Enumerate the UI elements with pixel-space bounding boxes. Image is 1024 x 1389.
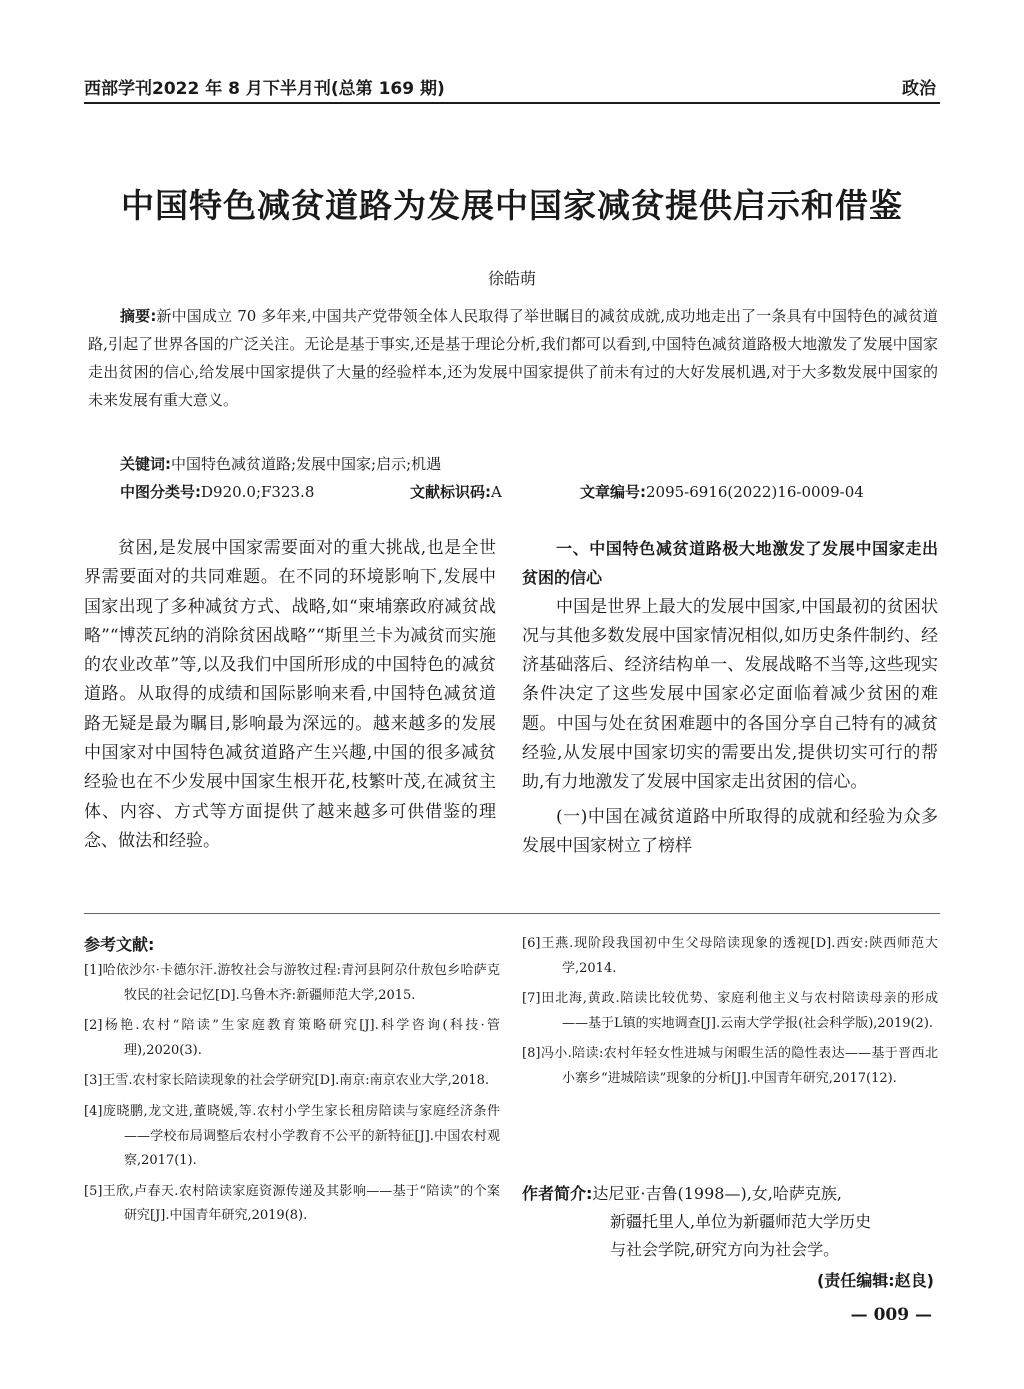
bio-line-3: 与社会学院,研究方向为社会学。 — [610, 1240, 840, 1259]
author-bio — [522, 1180, 940, 1264]
reference-item: [7]田北海,黄政.陪读比较优势、家庭利他主义与农村陪读母亲的形成——基于L镇的实地调查[J].云南大学学报(社会科学版),2019(2). — [522, 991, 938, 1031]
reference-item: [6]王燕.现阶段我国初中生父母陪读现象的透视[D].西安:陕西师范大学,2014. — [522, 936, 938, 976]
reference-item: [5]王欣,卢春天.农村陪读家庭资源传递及其影响——基于“陪读”的个案研究[J].中国青年研究,2019(8). — [84, 1183, 500, 1224]
subsection-heading: (一)中国在减贫道路中所取得的成就和经验为众多发展中国家树立了榜样 — [522, 806, 938, 856]
page-number: — 009 — — [850, 1305, 932, 1325]
reference-item: [3]王雪.农村家长陪读现象的社会学研究[D].南京:南京农业大学,2018. — [84, 1073, 489, 1089]
author-name: 徐皓萌 — [487, 269, 536, 288]
reference-item: [4]庞晓鹏,龙文进,董晓媛,等.农村小学生家长租房陪读与家庭经济条件——学校布局调整后农村小学教育不公平的新特征[J].中国农村观察,2017(1). — [84, 1103, 500, 1169]
body-paragraph: 贫困,是发展中国家需要面对的重大挑战,也是全世界需要面对的共同难题。在不同的环境影响下,发展中国家出现了多种减贫方式、战略,如“柬埔寨政府减贫战略”“博茨瓦纳的消除贫困战略”“斯里兰卡为减贫而实施的农业改革”等,以及我们中国所形成的中国特色的减贫道路。从取得的成绩和国际影响来看,中国特色减贫道路无疑是最为瞩目,影响最为深远的。越来越多的发展中国家对中国特色减贫道路产生兴趣,中国的很多减贫经验也在不少发展中国家生根开花,枝繁叶茂,在减贫主体、内容、方式等方面提供了越来越多可供借鉴的理念、做法和经验。 — [84, 538, 496, 851]
bio-line-2: 新疆托里人,单位为新疆师范大学历史 — [610, 1212, 872, 1231]
editor-credit: (责任编辑:赵良) — [816, 1271, 934, 1290]
body-column-left — [84, 534, 496, 856]
journal-header: 西部学刊2022 年 8 月下半月刊(总第 169 期) — [84, 79, 445, 99]
abstract-label: 摘要: — [120, 307, 157, 325]
references-divider — [84, 913, 940, 914]
bio-line-1: 达尼亚·吉鲁(1998—),女,哈萨克族, — [592, 1184, 842, 1203]
section-heading: 一、中国特色减贫道路极大地激发了发展中国家走出贫困的信心 — [522, 539, 938, 588]
section-label: 政治 — [902, 79, 936, 99]
clc-number: 中图分类号:D920.0;F323.8 — [120, 483, 315, 501]
header-rule — [84, 102, 940, 104]
abstract-text: 新中国成立 70 多年来,中国共产党带领全体人民取得了举世瞩目的减贫成就,成功地走出了一条具有中国特色的减贫道路,引起了世界各国的广泛关注。无论是基于事实,还是基于理论分析,我们都可以看到,中国特色减贫道路极大地激发了发展中国家走出贫困的信心,给发展中国家提供了大量的经验样本,还为发展中国家提供了前未有过的大好发展机遇,对于大多数发展中国家的未来发展有重大意义。 — [88, 307, 938, 409]
references-list-left — [84, 959, 500, 1229]
body-column-right — [522, 534, 938, 861]
keywords — [88, 450, 938, 478]
document-code: 文献标识码:A — [410, 483, 502, 501]
references-list-right — [522, 932, 938, 1092]
reference-item: [1]哈依沙尔·卡德尔汗.游牧社会与游牧过程:青河县阿尕什敖包乡哈萨克牧民的社会记忆[D].乌鲁木齐:新疆师范大学,2015. — [84, 963, 500, 1003]
keywords-text: 中国特色减贫道路;发展中国家;启示;机遇 — [171, 455, 442, 473]
reference-item: [8]冯小.陪读:农村年轻女性进城与闲暇生活的隐性表达——基于晋西北小寨乡“进城陪读”现象的分析[J].中国青年研究,2017(12). — [522, 1046, 938, 1086]
bio-label: 作者简介: — [522, 1184, 593, 1203]
body-paragraph: 中国是世界上最大的发展中国家,中国最初的贫困状况与其他多数发展中国家情况相似,如历史条件制约、经济基础落后、经济结构单一、发展战略不当等,这些现实条件决定了这些发展中国家必定面临着减少贫困的难题。中国与处在贫困难题中的各国分享自己特有的减贫经验,从发展中国家切实的需要出发,提供切实可行的帮助,有力地激发了发展中国家走出贫困的信心。 — [522, 596, 938, 793]
abstract — [88, 302, 938, 414]
reference-item: [2]杨艳.农村“陪读”生家庭教育策略研究[J].科学咨询(科技·管理),2020(3). — [84, 1018, 500, 1058]
article-number: 文章编号:2095-6916(2022)16-0009-04 — [580, 483, 864, 501]
references-heading: 参考文献: — [84, 935, 155, 954]
keywords-label: 关键词: — [120, 455, 171, 473]
article-title: 中国特色减贫道路为发展中国家减贫提供启示和借鉴 — [121, 186, 903, 225]
